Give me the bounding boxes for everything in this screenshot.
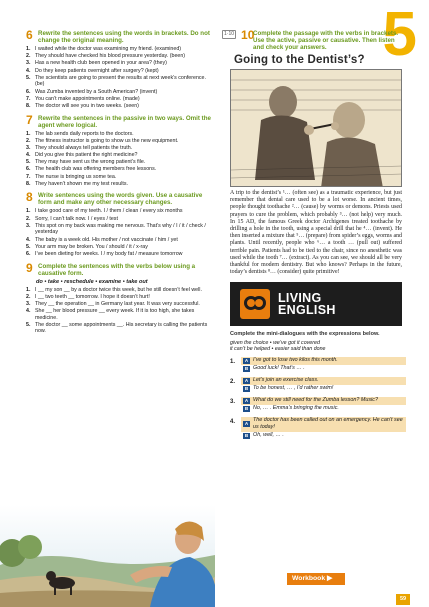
expression-bank bbox=[230, 340, 404, 353]
exercise-item bbox=[26, 138, 214, 145]
dialogue-line-b bbox=[241, 405, 406, 413]
item-number: 1. bbox=[26, 286, 31, 293]
item-text: Has a new health club been opened in your area? (they) bbox=[35, 60, 167, 67]
item-text: The scientists are going to present the results at next week’s conference. (be) bbox=[35, 74, 206, 88]
dialogue-text: No, … . Emma’s bringing the music. bbox=[253, 405, 339, 412]
photo-illustration bbox=[0, 505, 215, 607]
item-number: 5. bbox=[26, 243, 31, 250]
item-text: They should always tell patients the truth. bbox=[35, 144, 133, 151]
exercise-instruction: Rewrite the sentences using the words in brackets. Do not change the original meaning. bbox=[38, 30, 210, 44]
audio-track-icon[interactable]: 1·10 bbox=[224, 31, 235, 37]
item-number: 3. bbox=[26, 144, 31, 151]
exercise-item bbox=[26, 181, 214, 188]
item-text: The doctor will see you in two weeks. (seen) bbox=[35, 102, 139, 109]
exercise-8 bbox=[26, 192, 214, 257]
item-text: Did you give this patient the right medicine? bbox=[35, 152, 138, 159]
item-text: The fitness instructor is going to show us the new equipment. bbox=[35, 137, 179, 144]
exercise-instruction: Rewrite the sentences in the passive in two ways. Omit the agent where logical. bbox=[38, 114, 211, 129]
dialogue-line-a bbox=[241, 417, 406, 432]
dialogue-number: 2. bbox=[230, 378, 236, 385]
dialogue-text: Let’s join an exercise class. bbox=[253, 377, 319, 384]
word-bank: do • take • reschedule • examine • take out bbox=[36, 278, 148, 285]
dialogue-text: To be honest, … , I’d rather swim! bbox=[253, 385, 334, 392]
engraving-image bbox=[231, 70, 402, 187]
item-text: Do they keep patients overnight after surgery? (kept) bbox=[35, 67, 159, 74]
dialogue-line-b bbox=[241, 365, 406, 373]
item-number: 4. bbox=[26, 308, 31, 315]
page-number: 59 bbox=[396, 594, 410, 605]
dialogue bbox=[230, 377, 406, 393]
item-text: I take good care of my teeth. I / them / clean / every six months bbox=[35, 208, 183, 215]
item-number: 4. bbox=[26, 152, 31, 159]
exercise-item bbox=[26, 251, 214, 258]
exercise-item bbox=[26, 103, 214, 110]
item-text: I __ two teeth __ tomorrow. I hope it doesn’t hurt! bbox=[35, 293, 150, 300]
expression-bank-line-2: it can’t be helped • easier said than done bbox=[230, 346, 326, 353]
item-number: 5. bbox=[26, 321, 31, 328]
living-english-title bbox=[278, 292, 336, 317]
exercise-item bbox=[26, 322, 214, 335]
exercise-items bbox=[26, 131, 214, 188]
exercise-item bbox=[26, 75, 214, 88]
item-number: 8. bbox=[26, 180, 31, 187]
exercise-item bbox=[26, 174, 214, 181]
exercise-instruction: Complete the sentences with the verbs below using a causative form. bbox=[38, 262, 196, 277]
item-number: 8. bbox=[26, 102, 31, 109]
exercise-10-header bbox=[222, 30, 404, 51]
item-number: 4. bbox=[26, 67, 31, 74]
arrow-right-icon: ▶ bbox=[327, 575, 333, 582]
item-text: The nurse is bringing us some tea. bbox=[35, 173, 117, 180]
exercise-item bbox=[26, 159, 214, 166]
exercise-item bbox=[26, 244, 214, 251]
exercise-7 bbox=[26, 112, 214, 188]
item-number: 1. bbox=[26, 46, 31, 52]
speaker-badge: B bbox=[244, 405, 249, 411]
dialogue-number: 3. bbox=[230, 398, 236, 405]
speech-bubbles-logo-icon bbox=[240, 289, 270, 319]
item-text: Your arm may be broken. You / should / it / x-ray bbox=[35, 243, 148, 250]
exercise-item bbox=[26, 294, 214, 301]
exercise-item bbox=[26, 89, 214, 96]
exercise-item bbox=[26, 152, 214, 159]
exercise-item bbox=[26, 301, 214, 308]
mini-dialogues bbox=[230, 357, 406, 440]
exercise-items bbox=[26, 46, 214, 110]
item-number: 2. bbox=[26, 137, 31, 144]
dialogue-number: 4. bbox=[230, 418, 236, 425]
speaker-badge: B bbox=[244, 432, 249, 438]
item-text: She __ her blood pressure __ every week. If it is too high, she takes medicine. bbox=[35, 308, 195, 321]
item-text: They __ the operation __ in Germany last year. It was very successful. bbox=[35, 300, 200, 307]
workbook-label: Workbook bbox=[292, 575, 326, 582]
right-column bbox=[222, 30, 404, 444]
speaker-badge: B bbox=[244, 365, 249, 371]
item-text: They haven’t shown me my test results. bbox=[35, 180, 129, 187]
exercise-item bbox=[26, 145, 214, 152]
workbook-button[interactable] bbox=[287, 573, 345, 585]
dialogue-text: Oh, well, … . bbox=[253, 432, 284, 439]
item-number: 6. bbox=[26, 166, 31, 173]
item-number: 6. bbox=[26, 250, 31, 257]
exercise-item bbox=[26, 46, 214, 53]
living-english-banner bbox=[230, 282, 402, 326]
dialogue-line-a bbox=[241, 357, 406, 365]
dialogue-text: The doctor has been called out on an emergency. He can’t see us today! bbox=[253, 417, 403, 431]
woman-running-with-dog-photo bbox=[0, 505, 215, 607]
dialogue-line-a bbox=[241, 397, 406, 405]
item-number: 4. bbox=[26, 236, 31, 243]
speaker-badge: A bbox=[244, 397, 249, 403]
dentist-passage: A trip to the dentist’s ¹… (often see) as a traumatic experience, but just remember that dental care used to be a lot worse. In ancient times, people thought toothache ²… (cause) by worms or demons. Priests used prayers to cure the problem, which probably ³… (not help) very much. In 15 AD, the famous Greek doctor Archigenes treated toothache by drilling a hole in the tooth, using a special drill that he ⁴… (invent). He then inserted a mixture that ⁵… (prepare) from spider’s eggs, worms and plants. Until recently, people who ⁶… a tooth … (pull out) suffered terrible pain. Patients had to be tied to the chair, since no anesthetic was used while the tooth ⁷… (extract). As you can see, we should all be very thankful for modern dentistry. But who knows? Perhaps in the future, today’s dentists ⁸… (consider) quite primitive! bbox=[230, 190, 402, 276]
exercise-instruction: Complete the passage with the verbs in brackets. Use the active, passive or causative. Then listen and check your answers. bbox=[253, 30, 399, 51]
item-text: The doctor __ some appointments __. His secretary is calling the patients now. bbox=[35, 321, 208, 335]
item-text: I __ my son __ by a doctor twice this week, but he still doesn’t feel well. bbox=[35, 286, 202, 293]
item-number: 2. bbox=[26, 293, 31, 300]
item-text: I waited while the doctor was examining my friend. (examined) bbox=[35, 46, 182, 52]
title-line-1: LIVING bbox=[278, 290, 322, 305]
dialogue-line-b bbox=[241, 432, 406, 440]
item-number: 3. bbox=[26, 222, 31, 229]
item-number: 3. bbox=[26, 300, 31, 307]
speaker-badge: A bbox=[244, 421, 249, 427]
speaker-badge: A bbox=[244, 357, 249, 363]
item-text: Was Zumba invented by a South American? (invent) bbox=[35, 88, 158, 95]
exercise-number: 7 bbox=[26, 112, 33, 127]
item-number: 7. bbox=[26, 95, 31, 102]
dialogue bbox=[230, 417, 406, 440]
item-number: 3. bbox=[26, 60, 31, 67]
dialogue-line-b bbox=[241, 385, 406, 393]
speaker-badge: B bbox=[244, 385, 249, 391]
exercise-instruction: Write sentences using the words given. Use a causative form and make any other necessary changes. bbox=[38, 192, 203, 207]
dentist-engraving-illustration bbox=[230, 69, 402, 187]
item-text: They may have sent us the wrong patient’s file. bbox=[35, 159, 146, 166]
item-text: Sorry, I can’t talk now. I / eyes / test bbox=[35, 215, 118, 222]
exercise-item bbox=[26, 68, 214, 75]
exercise-item bbox=[26, 208, 214, 215]
exercise-number: 9 bbox=[26, 260, 33, 275]
exercise-item bbox=[26, 237, 214, 244]
exercise-item bbox=[26, 53, 214, 60]
exercise-item bbox=[26, 287, 214, 294]
item-text: The lab sends daily reports to the doctors. bbox=[35, 130, 134, 137]
item-number: 5. bbox=[26, 159, 31, 166]
item-text: The baby is a week old. His mother / not vaccinate / him / yet bbox=[35, 236, 178, 243]
title-line-2: ENGLISH bbox=[278, 303, 336, 318]
exercise-item bbox=[26, 96, 214, 103]
dialogue bbox=[230, 357, 406, 373]
exercise-number: 10 bbox=[241, 28, 255, 42]
item-number: 5. bbox=[26, 74, 31, 81]
item-number: 2. bbox=[26, 53, 31, 60]
item-text: You can’t make appointments online. (made) bbox=[35, 95, 140, 102]
exercise-item bbox=[26, 60, 214, 67]
exercise-item bbox=[26, 131, 214, 138]
item-number: 6. bbox=[26, 88, 31, 95]
passage-heading: Going to the Dentist’s? bbox=[234, 54, 365, 66]
exercise-number: 6 bbox=[26, 28, 33, 42]
item-number: 1. bbox=[26, 208, 31, 215]
dialogue-number: 1. bbox=[230, 358, 236, 365]
dialogue-text: Good luck! That’s … . bbox=[253, 365, 305, 372]
item-text: They should have checked his blood pressure yesterday. (been) bbox=[35, 53, 186, 60]
item-text: This spot on my back was making me nervous. That’s why / I / it / check / yesterday bbox=[35, 222, 206, 236]
dialogue bbox=[230, 397, 406, 413]
item-number: 7. bbox=[26, 173, 31, 180]
unit-number: 5 bbox=[382, 0, 417, 69]
item-text: I’ve been dieting for weeks. I / my body fat / measure tomorrow bbox=[35, 250, 183, 257]
speaker-badge: A bbox=[244, 377, 249, 383]
expression-bank-line-1: given the choice • we’ve got it covered bbox=[230, 339, 320, 346]
exercise-item bbox=[26, 166, 214, 173]
exercise-items bbox=[26, 208, 214, 257]
exercise-items bbox=[26, 287, 214, 336]
left-column bbox=[26, 30, 214, 340]
exercise-9 bbox=[26, 260, 214, 336]
exercise-item bbox=[26, 223, 214, 236]
item-text: The health club was offering members free lessons. bbox=[35, 166, 157, 173]
exercise-number: 8 bbox=[26, 190, 33, 205]
item-number: 2. bbox=[26, 215, 31, 222]
dialogue-text: What do we still need for the Zumba lesson? Music? bbox=[253, 397, 378, 404]
exercise-item bbox=[26, 216, 214, 223]
exercise-item bbox=[26, 308, 214, 321]
living-english-instruction: Complete the mini-dialogues with the expressions below. bbox=[230, 331, 380, 338]
dialogue-text: I’ve got to lose two kilos this month. bbox=[253, 357, 338, 364]
exercise-6 bbox=[26, 30, 214, 110]
dialogue-line-a bbox=[241, 377, 406, 385]
item-number: 1. bbox=[26, 130, 31, 137]
